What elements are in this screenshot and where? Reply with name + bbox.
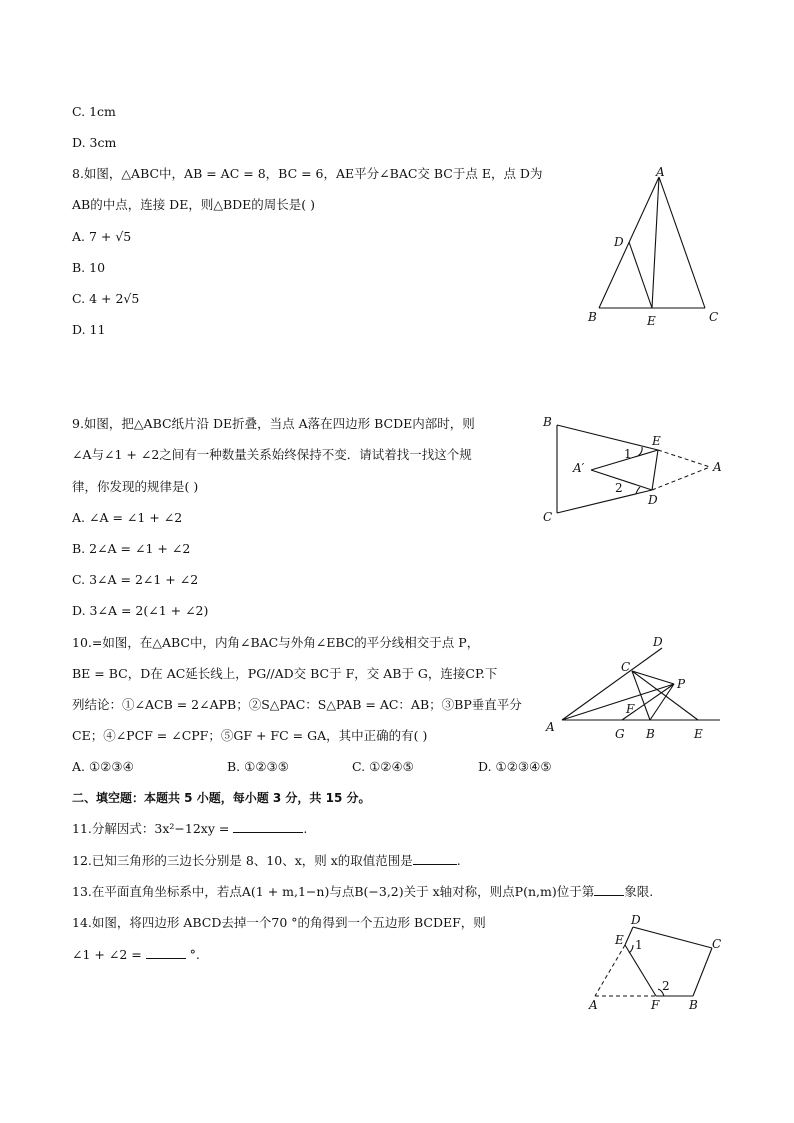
q9-fold-de bbox=[652, 450, 658, 490]
q14-angle-1-arc bbox=[629, 945, 633, 953]
q14-label-b: B bbox=[689, 998, 698, 1012]
q9-stem-line3: 律，你发现的规律是( ) bbox=[72, 479, 199, 494]
q10-stem-line2: BE = BC，D在 AC延长线上，PG//AD交 BC于 F，交 AB于 G，连接CP.下 bbox=[72, 666, 498, 681]
q10-segment-ce bbox=[632, 671, 698, 720]
q8-option-c: C. 4 + 2√5 bbox=[72, 291, 140, 306]
q12-line bbox=[72, 852, 461, 870]
q10-label-d: D bbox=[653, 635, 663, 649]
q9-label-angle-2: 2 bbox=[615, 481, 623, 495]
q8-label-c: C bbox=[709, 310, 719, 324]
q9-label-angle-1: 1 bbox=[624, 447, 632, 461]
q14-side-ed bbox=[625, 927, 633, 945]
q9-option-a: A. ∠A = ∠1 + ∠2 bbox=[72, 510, 183, 525]
q9-label-d: D bbox=[648, 493, 658, 507]
q10-label-b: B bbox=[646, 727, 655, 741]
q8-label-d: D bbox=[614, 235, 624, 249]
q8-segment-ae bbox=[652, 177, 659, 308]
q8-option-b: B. 10 bbox=[72, 260, 106, 275]
q8-segment-de bbox=[629, 242, 652, 308]
q9-stem-line2: ∠A与∠1 + ∠2之间有一种数量关系始终保持不变．请试着找一找这个规 bbox=[72, 447, 472, 462]
q13-stem: 13.在平面直角坐标系中，若点A(1 + m,1−n)与点B(−3,2)关于 x轴对称，则点P(n,m)位于第 bbox=[72, 884, 595, 899]
q12-answer-blank[interactable] bbox=[413, 852, 457, 865]
q10-figure bbox=[540, 630, 730, 745]
q11-stem: 11.分解因式：3x²−12xy = bbox=[72, 821, 234, 836]
q14-answer-blank[interactable] bbox=[146, 946, 186, 959]
q10-segment-cp bbox=[632, 671, 674, 684]
q8-label-e: E bbox=[647, 314, 656, 328]
q9-option-b: B. 2∠A = ∠1 + ∠2 bbox=[72, 541, 191, 556]
q9-option-c: C. 3∠A = 2∠1 + ∠2 bbox=[72, 572, 199, 587]
q14-stem-line1: 14.如图，将四边形 ABCD去掉一个70 °的角得到一个五边形 BCDEF，则 bbox=[72, 915, 486, 930]
q9-label-c: C bbox=[543, 510, 553, 524]
q8-option-a: A. 7 + √5 bbox=[72, 229, 132, 244]
q12-end: . bbox=[456, 853, 461, 868]
q9-label-b: B bbox=[543, 415, 552, 429]
q9-dashed-ea bbox=[658, 450, 710, 467]
q11-line bbox=[72, 820, 307, 838]
q10-stem-line1: 10.=如图，在△ABC中，内角∠BAC与外角∠EBC的平分线相交于点 P， bbox=[72, 635, 480, 650]
q10-option-b: B. ①②③⑤ bbox=[227, 759, 289, 774]
q14-end: °. bbox=[185, 947, 200, 962]
q14-label-a: A bbox=[589, 998, 598, 1012]
q14-line2 bbox=[72, 946, 200, 964]
q10-stem-line3: 列结论：①∠ACB = 2∠APB；②S△PAC：S△PAB = AC：AB；③BP垂直平分 bbox=[72, 697, 522, 712]
q9-dashed-da bbox=[652, 467, 710, 490]
q14-label-angle-2: 2 bbox=[662, 979, 670, 993]
q14-label-c: C bbox=[712, 937, 722, 951]
q11-end: . bbox=[303, 821, 308, 836]
q10-label-p: P bbox=[677, 677, 686, 691]
q8-stem-line2: AB的中点，连接 DE，则△BDE的周长是( ) bbox=[72, 197, 316, 212]
q13-answer-blank[interactable] bbox=[594, 883, 624, 896]
q10-label-f: F bbox=[626, 702, 635, 716]
q8-option-d: D. 11 bbox=[72, 322, 106, 337]
q9-label-a: A bbox=[713, 460, 722, 474]
section-fill-in-header: 二、填空题：本题共 5 小题，每小题 3 分，共 15 分。 bbox=[72, 791, 371, 805]
q8-figure bbox=[580, 160, 730, 335]
q10-option-c: C. ①②④⑤ bbox=[352, 759, 414, 774]
q9-side-be bbox=[557, 425, 658, 450]
q8-side-ac bbox=[659, 177, 705, 308]
q14-stem-line2: ∠1 + ∠2 = bbox=[72, 947, 146, 962]
q10-stem-line4: CE；④∠PCF = ∠CPF；⑤GF + FC = GA，其中正确的有( ) bbox=[72, 728, 428, 743]
q12-stem: 12.已知三角形的三边长分别是 8、10、x，则 x的取值范围是 bbox=[72, 853, 413, 868]
q8-stem-line1: 8.如图，△ABC中，AB = AC = 8，BC = 6，AE平分∠BAC交 BC于点 E，点 D为 bbox=[72, 166, 543, 181]
q10-label-a: A bbox=[546, 720, 555, 734]
q10-label-e: E bbox=[694, 727, 703, 741]
q9-label-e: E bbox=[652, 434, 661, 448]
q9-stem-line1: 9.如图，把△ABC纸片沿 DE折叠，当点 A落在四边形 BCDE内部时，则 bbox=[72, 416, 475, 431]
q9-option-d: D. 3∠A = 2(∠1 + ∠2) bbox=[72, 603, 209, 618]
q14-label-angle-1: 1 bbox=[635, 938, 643, 952]
q14-side-cb bbox=[693, 948, 712, 996]
q9-figure bbox=[540, 410, 730, 525]
q10-line-ad bbox=[562, 648, 662, 720]
q14-label-f: F bbox=[651, 998, 660, 1012]
q14-label-e: E bbox=[615, 933, 624, 947]
q9-side-cd bbox=[557, 490, 652, 513]
q14-side-dc bbox=[633, 927, 712, 948]
q14-figure bbox=[585, 910, 730, 1015]
q10-option-d: D. ①②③④⑤ bbox=[478, 759, 552, 774]
q13-end: 象限. bbox=[624, 884, 654, 899]
q14-label-d: D bbox=[631, 913, 641, 927]
q14-dashed-ea bbox=[595, 945, 625, 996]
q10-label-c: C bbox=[621, 660, 631, 674]
q7-option-d: D. 3cm bbox=[72, 135, 117, 150]
q7-option-c: C. 1cm bbox=[72, 104, 116, 119]
q10-option-a: A. ①②③④ bbox=[72, 759, 134, 774]
q9-label-a-prime: A′ bbox=[573, 461, 585, 475]
q13-line bbox=[72, 883, 653, 901]
q10-segment-bp bbox=[650, 684, 674, 720]
q8-label-b: B bbox=[588, 310, 597, 324]
q11-answer-blank[interactable] bbox=[233, 820, 303, 833]
q10-label-g: G bbox=[615, 727, 625, 741]
q8-label-a: A bbox=[656, 165, 665, 179]
